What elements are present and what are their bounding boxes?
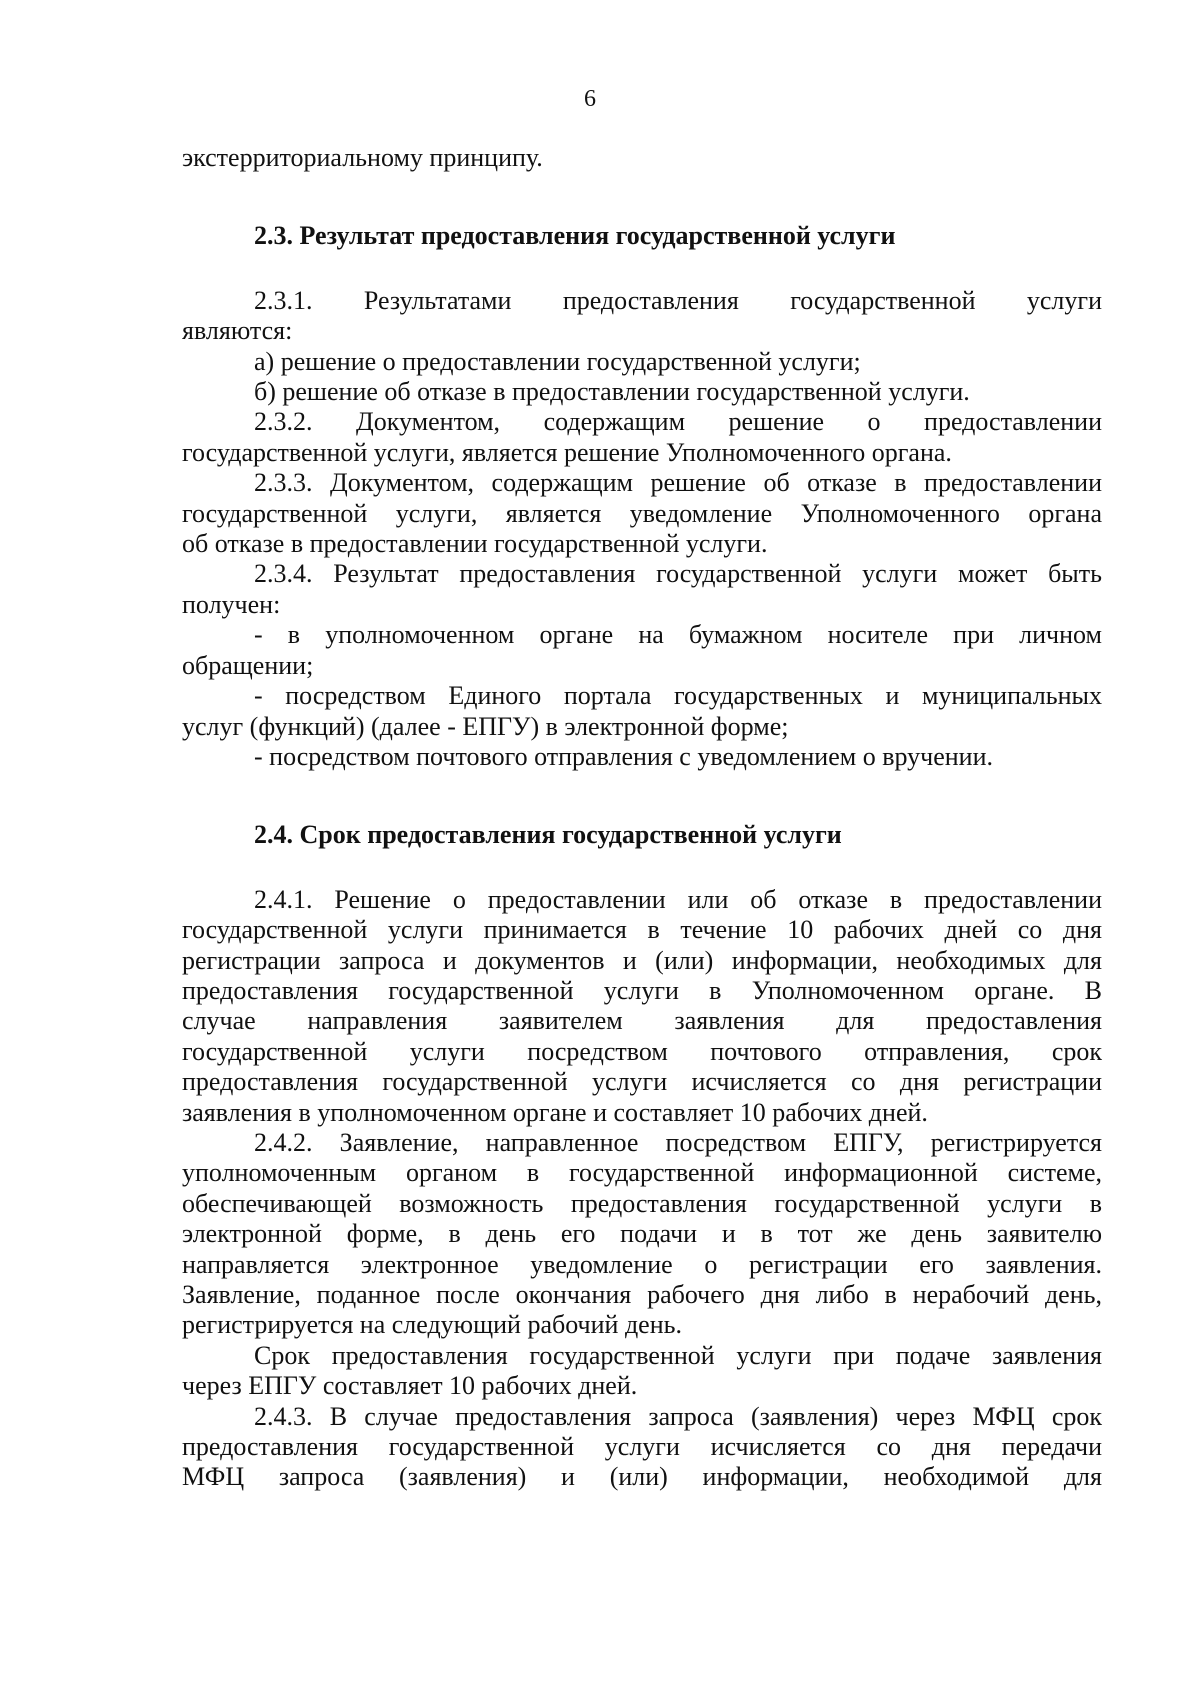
paragraph-line: 2.4.2. Заявление, направленное посредством ЕПГУ, регистрируется (254, 1127, 1102, 1157)
paragraph-line: уполномоченным органом в государственной информационной системе, (182, 1158, 1102, 1188)
paragraph-2-3-2 (182, 407, 1102, 468)
paragraph-2-3-3 (182, 468, 1102, 559)
paragraph-2-4-3 (182, 1402, 1102, 1493)
paragraph-line: получен: (182, 589, 281, 619)
list-item-b: б) решение об отказе в предоставлении государственной услуги. (254, 377, 970, 407)
paragraph-line: регистрируется на следующий рабочий день. (182, 1310, 682, 1340)
paragraph-line: Заявление, поданное после окончания рабочего дня либо в нерабочий день, (182, 1280, 1102, 1309)
paragraph-line: направляется электронное уведомление о регистрации его заявления. (182, 1249, 1102, 1279)
paragraph-line: являются: (182, 316, 293, 346)
paragraph-line: через ЕПГУ составляет 10 рабочих дней. (182, 1371, 638, 1401)
paragraph-2-4-1 (182, 885, 1102, 1128)
paragraph-line: 2.4.1. Решение о предоставлении или об отказе в предоставлении (254, 884, 1102, 914)
paragraph-srok (182, 1341, 1102, 1402)
bullet-item-2 (182, 681, 1102, 742)
bullet-item-3: - посредством почтового отправления с уведомлением о вручении. (254, 741, 993, 771)
paragraph-line: 2.3.4. Результат предоставления государственной услуги может быть (254, 559, 1102, 589)
paragraph-line: 2.3.2. Документом, содержащим решение о предоставлении (254, 407, 1102, 437)
paragraph-2-4-2 (182, 1128, 1102, 1341)
paragraph-line: 2.4.3. В случае предоставления запроса (заявления) через МФЦ срок (254, 1401, 1102, 1431)
paragraph-line: случае направления заявителем заявления для предоставления (182, 1006, 1102, 1036)
paragraph-line: государственной услуги, является решение Уполномоченного органа. (182, 437, 952, 467)
paragraph-line: об отказе в предоставлении государственной услуги. (182, 529, 768, 559)
paragraph-line: государственной услуги, является уведомление Уполномоченного органа (182, 498, 1102, 528)
list-item-a: а) решение о предоставлении государственной услуги; (254, 346, 861, 376)
document-body (182, 143, 1102, 1493)
paragraph-line: - посредством Единого портала государственных и муниципальных (254, 681, 1102, 711)
paragraph-line: 2.3.1. Результатами предоставления государственной услуги (254, 285, 1102, 315)
paragraph-line: предоставления государственной услуги исчисляется со дня регистрации (182, 1067, 1102, 1097)
paragraph-line: обеспечивающей возможность предоставления государственной услуги в (182, 1188, 1102, 1218)
page-number: 6 (584, 86, 596, 112)
paragraph-line: заявления в уполномоченном органе и составляет 10 рабочих дней. (182, 1097, 928, 1127)
paragraph-line: обращении; (182, 650, 314, 680)
paragraph-line: - в уполномоченном органе на бумажном носителе при личном (254, 620, 1102, 650)
paragraph-line: электронной форме, в день его подачи и в тот же день заявителю (182, 1219, 1102, 1249)
bullet-item-1 (182, 620, 1102, 681)
paragraph-line: предоставления государственной услуги в Уполномоченном органе. В (182, 975, 1102, 1005)
section-heading-2-4: 2.4. Срок предоставления государственной услуги (254, 820, 842, 850)
paragraph-line: государственной услуги посредством почтового отправления, срок (182, 1036, 1102, 1066)
paragraph-line: Срок предоставления государственной услуги при подаче заявления (254, 1340, 1102, 1370)
paragraph-2-3-4 (182, 559, 1102, 620)
paragraph-line: регистрации запроса и документов и (или) информации, необходимых для (182, 945, 1102, 975)
paragraph-line: МФЦ запроса (заявления) и (или) информации, необходимой для (182, 1462, 1102, 1492)
section-heading-2-3: 2.3. Результат предоставления государственной услуги (254, 221, 896, 251)
intro-line: экстерриториальному принципу. (182, 143, 543, 172)
paragraph-line: 2.3.3. Документом, содержащим решение об отказе в предоставлении (254, 468, 1102, 498)
paragraph-2-3-1 (182, 286, 1102, 347)
paragraph-line: услуг (функций) (далее - ЕПГУ) в электронной форме; (182, 711, 789, 741)
paragraph-line: предоставления государственной услуги исчисляется со дня передачи (182, 1432, 1102, 1462)
paragraph-line: государственной услуги принимается в течение 10 рабочих дней со дня (182, 915, 1102, 945)
